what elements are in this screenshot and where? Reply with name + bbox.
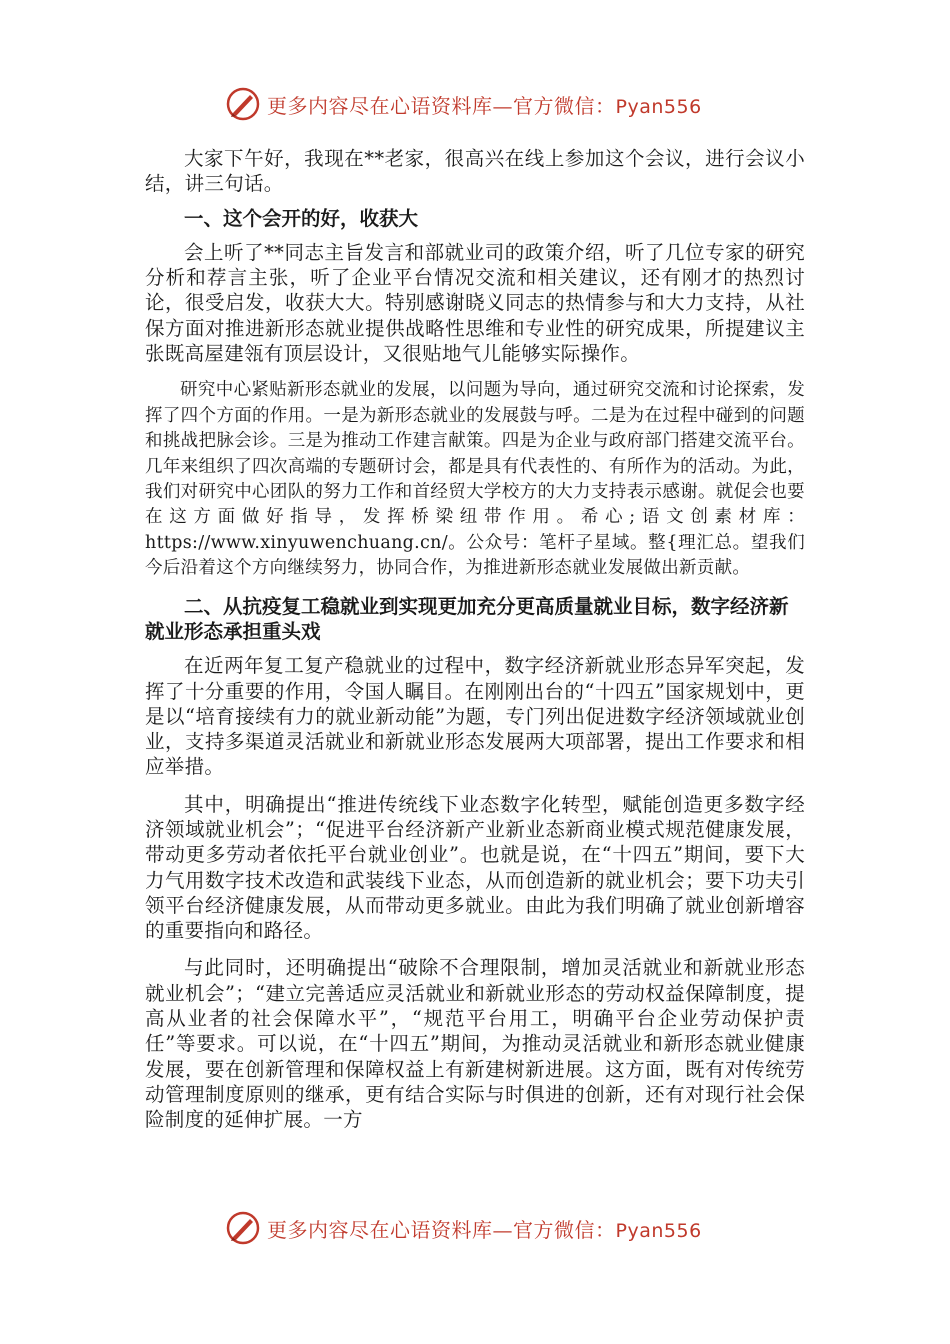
footer-banner	[225, 1208, 745, 1248]
paragraph: 其中，明确提出“推进传统线下业态数字化转型，赋能创造更多数字经济领域就业机会”；“促进平台经济新产业新业态新商业模式规范健康发展，带动更多劳动者依托平台就业创业”。也就是说，在“十四五”期间，要下大力气用数字技术改造和武装线下业态，从而创造新的就业机会；要下功夫引领平台经济健康发展，从而带动更多就业。由此为我们明确了就业创新增容的重要指向和路径。	[145, 792, 805, 943]
pen-logo-icon	[225, 1210, 261, 1246]
paragraph: 大家下午好，我现在**老家，很高兴在线上参加这个会议，进行会议小结，讲三句话。	[145, 147, 805, 196]
document-body	[145, 146, 805, 1133]
paragraph: 与此同时，还明确提出“破除不合理限制，增加灵活就业和新就业形态就业机会”；“建立完善适应灵活就业和新就业形态的劳动权益保障制度，提高从业者的社会保障水平”，“规范平台用工，明确平台企业劳动保护责任”等要求。可以说，在“十四五”期间，为推动灵活就业和新形态就业健康发展，要在创新管理和保障权益上有新建树新进展。这方面，既有对传统劳动管理制度原则的继承，更有结合实际与时俱进的创新，还有对现行社会保险制度的延伸扩展。一方	[145, 956, 805, 1132]
paragraph: 在近两年复工复产稳就业的过程中，数字经济新就业形态异军突起，发挥了十分重要的作用，令国人瞩目。在刚刚出台的“十四五”国家规划中，更是以“培育接续有力的就业新动能”为题，专门列出促进数字经济领域就业创业，支持多渠道灵活就业和新就业形态发展两大项部署，提出工作要求和相应举措。	[145, 654, 805, 779]
paragraph: 会上听了**同志主旨发言和部就业司的政策介绍，听了几位专家的研究分析和荐言主张，听了企业平台情况交流和相关建议，还有刚才的热烈讨论，很受启发，收获大大。特别感谢晓义同志的热情参与和大力支持，从社保方面对推进新形态就业提供战略性思维和专业性的研究成果，所提建议主张既高屋建瓴有顶层设计，又很贴地气儿能够实际操作。	[145, 240, 805, 366]
banner-text: 更多内容尽在心语资料库—官方微信：Pyan556	[267, 93, 702, 118]
header-banner	[225, 84, 745, 124]
pen-logo-icon	[225, 86, 261, 122]
paragraph: 研究中心紧贴新形态就业的发展，以问题为导向，通过研究交流和讨论探索，发挥了四个方面的作用。一是为新形态就业的发展鼓与呼。二是为在过程中碰到的问题和挑战把脉会诊。三是为推动工作建言献策。四是为企业与政府部门搭建交流平台。几年来组织了四次高端的专题研讨会，都是具有代表性的、有所作为的活动。为此，我们对研究中心团队的努力工作和首经贸大学校方的大力支持表示感谢。就促会也要在这方面做好指导，发挥桥梁纽带作用。希心;语文创素材库：https://www.xinyuwenchuang.cn/。公众号：笔杆子星域。整{理汇总。望我们今后沿着这个方向继续努力，协同合作，为推进新形态就业发展做出新贡献。	[145, 380, 805, 579]
banner-text: 更多内容尽在心语资料库—官方微信：Pyan556	[267, 1217, 702, 1242]
section-heading: 二、从抗疫复工稳就业到实现更加充分更高质量就业目标，数字经济新就业形态承担重头戏	[145, 594, 789, 643]
section-heading: 一、这个会开的好，收获大	[184, 206, 419, 230]
